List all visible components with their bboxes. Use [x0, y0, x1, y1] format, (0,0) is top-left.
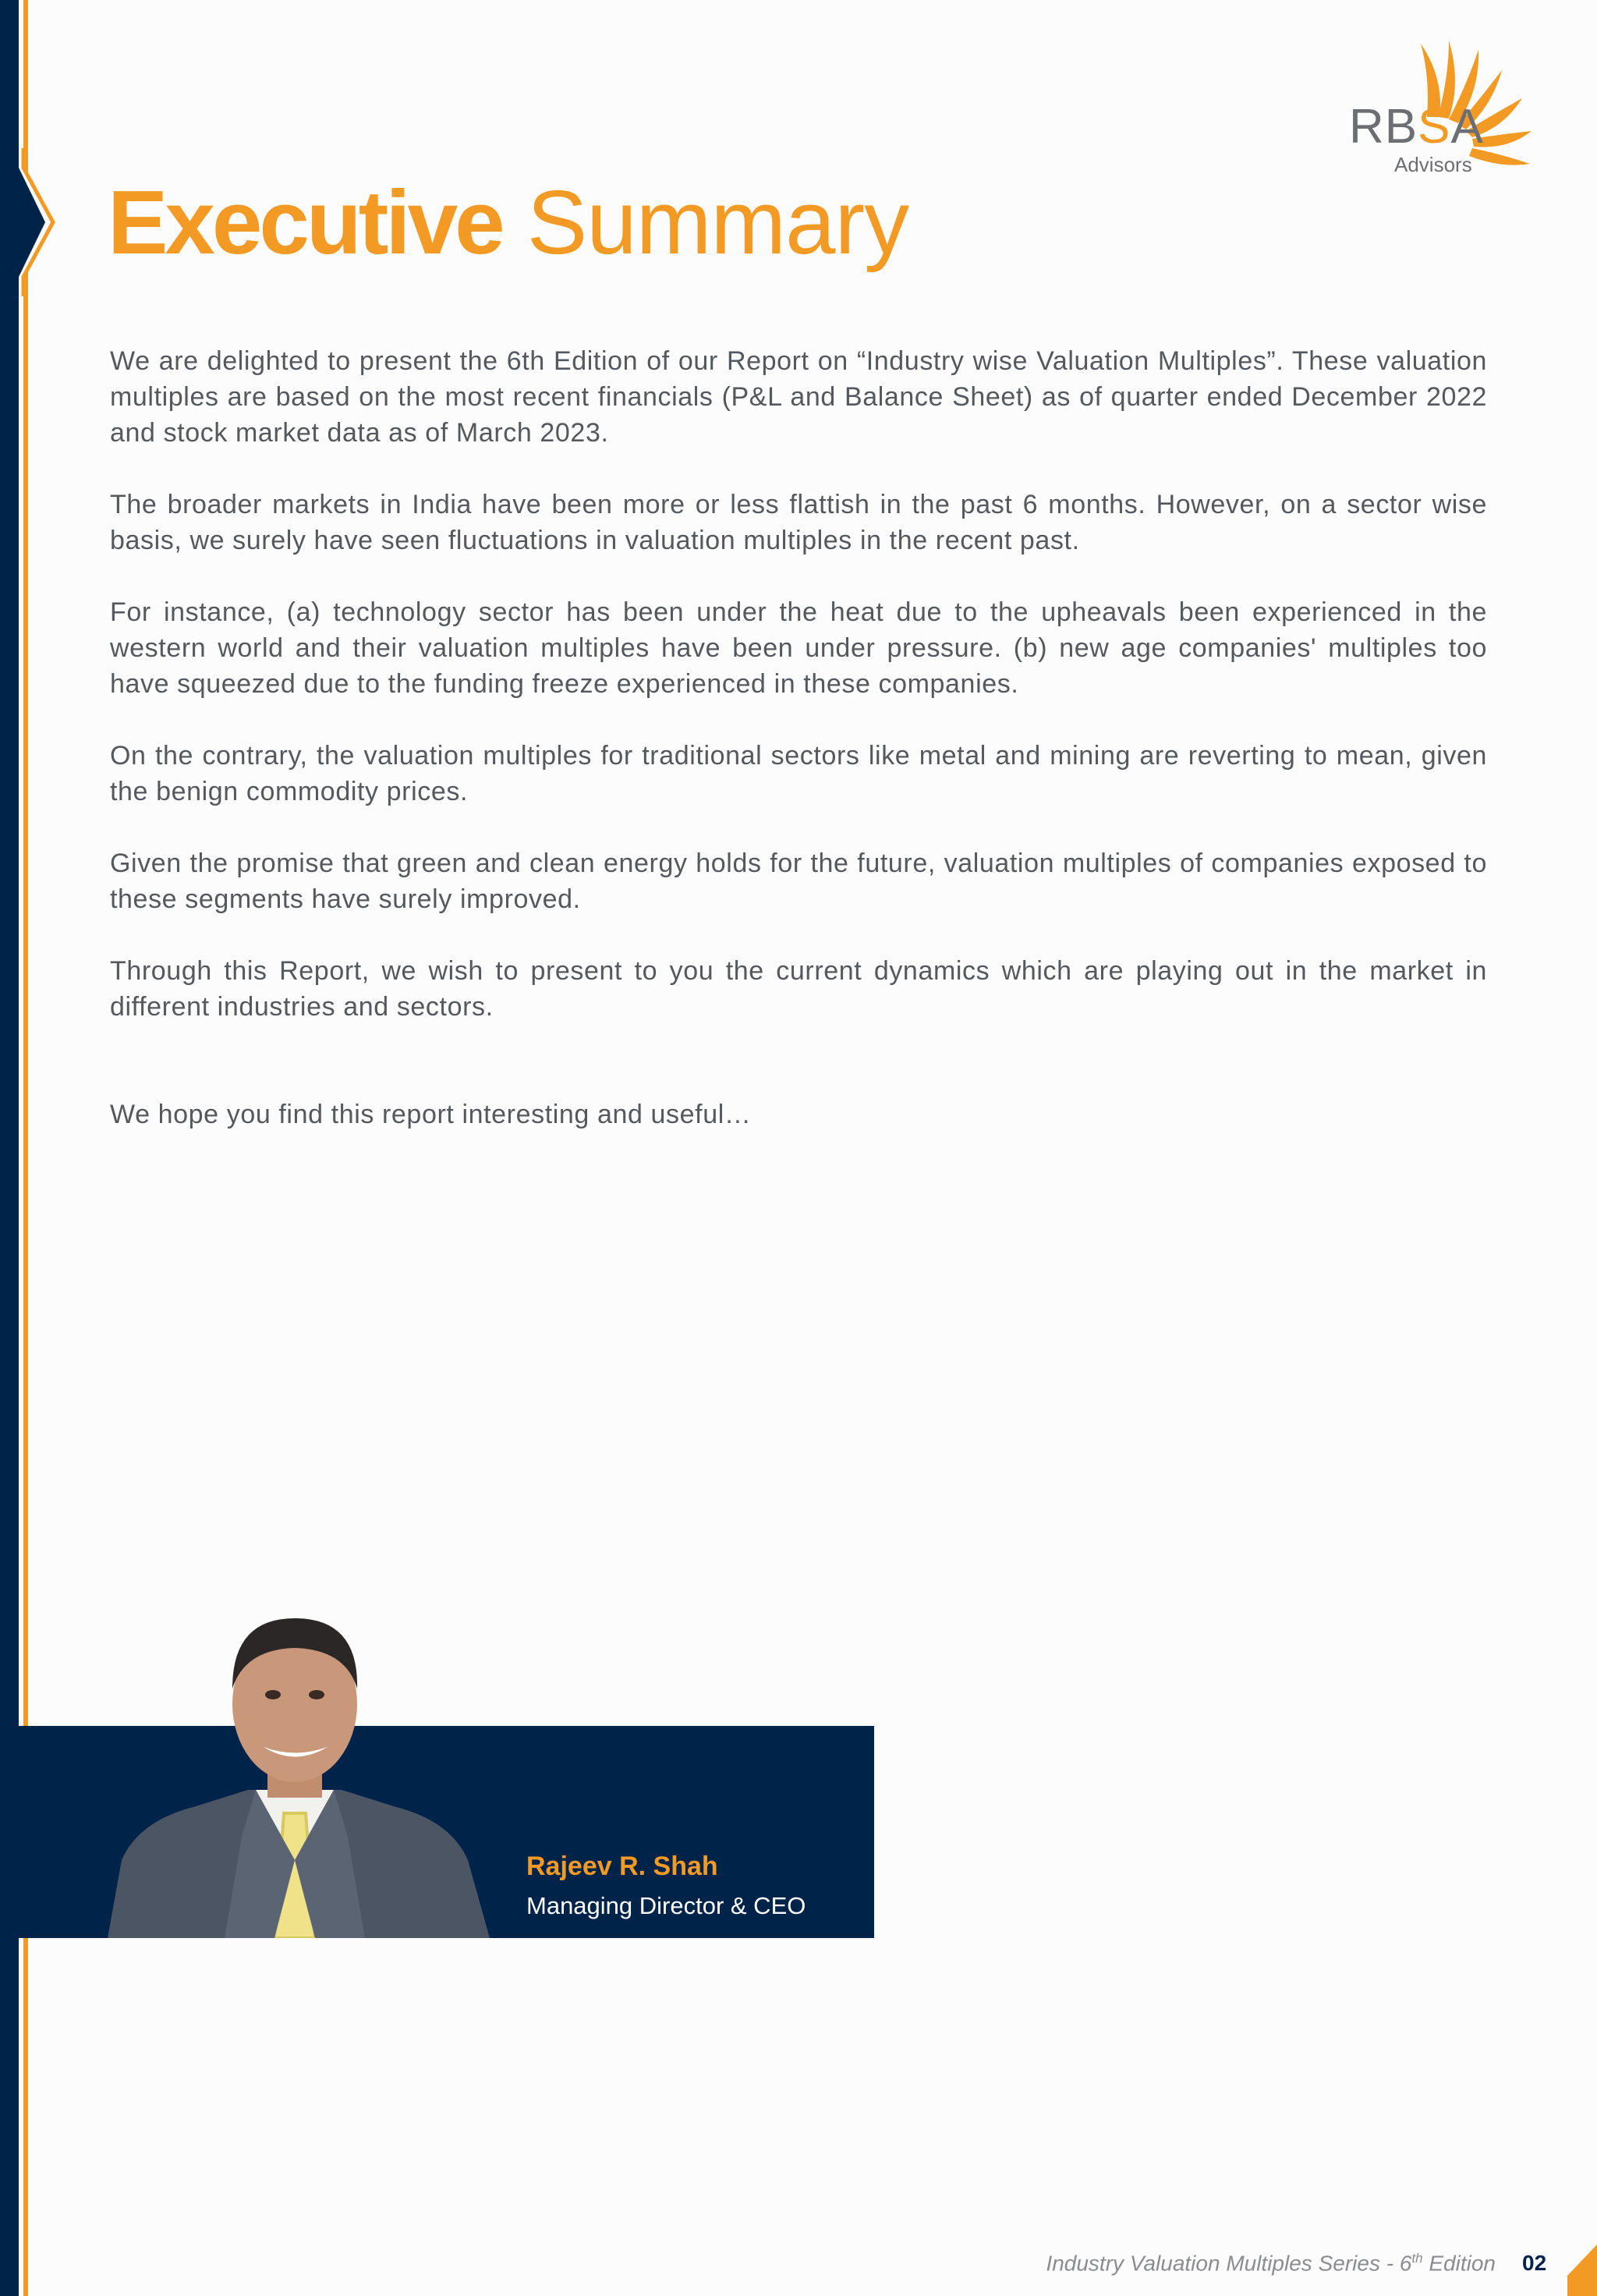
- ceo-role: Managing Director & CEO: [526, 1892, 806, 1919]
- paragraph: For instance, (a) technology sector has been under the heat due to the upheavals been experienced in the western world and their valuation multiples have been under pressure. (b) new age companies' multiples too have squeezed due to the funding freeze experienced in these companies.: [110, 597, 1487, 699]
- ceo-name: Rajeev R. Shah: [526, 1851, 718, 1881]
- paragraph: Given the promise that green and clean energy holds for the future, valuation multiples of companies exposed to these segments have surely improved.: [110, 849, 1487, 914]
- ceo-portrait: [108, 1603, 490, 1938]
- chevron-accent-icon: [0, 148, 62, 296]
- title-bold: Executive: [108, 172, 502, 273]
- paragraph: Through this Report, we wish to present to you the current dynamics which are playing out in the market in different industries and sectors.: [110, 956, 1487, 1022]
- paragraph: We are delighted to present the 6th Edition of our Report on “Industry wise Valuation Multiples”. These valuation multiples are based on the most recent financials (P&L and Balance Sheet) as of quarter ended December 2022 and stock market data as of March 2023.: [110, 346, 1487, 448]
- left-orange-line: [23, 0, 28, 2296]
- summary-body: [110, 343, 1487, 1168]
- paragraph: The broader markets in India have been more or less flattish in the past 6 months. However, on a sector wise basis, we surely have seen fluctuations in valuation multiples in the recent past.: [110, 490, 1487, 555]
- left-navy-band: [0, 0, 19, 2296]
- company-logo: [1349, 39, 1560, 179]
- page-corner-tab-icon: [1567, 2245, 1597, 2296]
- page-number: 02: [1522, 2251, 1547, 2275]
- footer-series-title: Industry Valuation Multiples Series - 6th Edition: [1046, 2251, 1496, 2276]
- logo-subtitle: Advisors: [1394, 153, 1472, 176]
- paragraph: On the contrary, the valuation multiples for traditional sectors like metal and mining are reverting to mean, given the benign commodity prices.: [110, 741, 1487, 806]
- logo-wordmark: RBSA: [1349, 100, 1484, 154]
- page-title: [108, 173, 908, 273]
- title-light: Summary: [526, 172, 909, 273]
- closing-line: We hope you find this report interesting and useful…: [110, 1100, 752, 1129]
